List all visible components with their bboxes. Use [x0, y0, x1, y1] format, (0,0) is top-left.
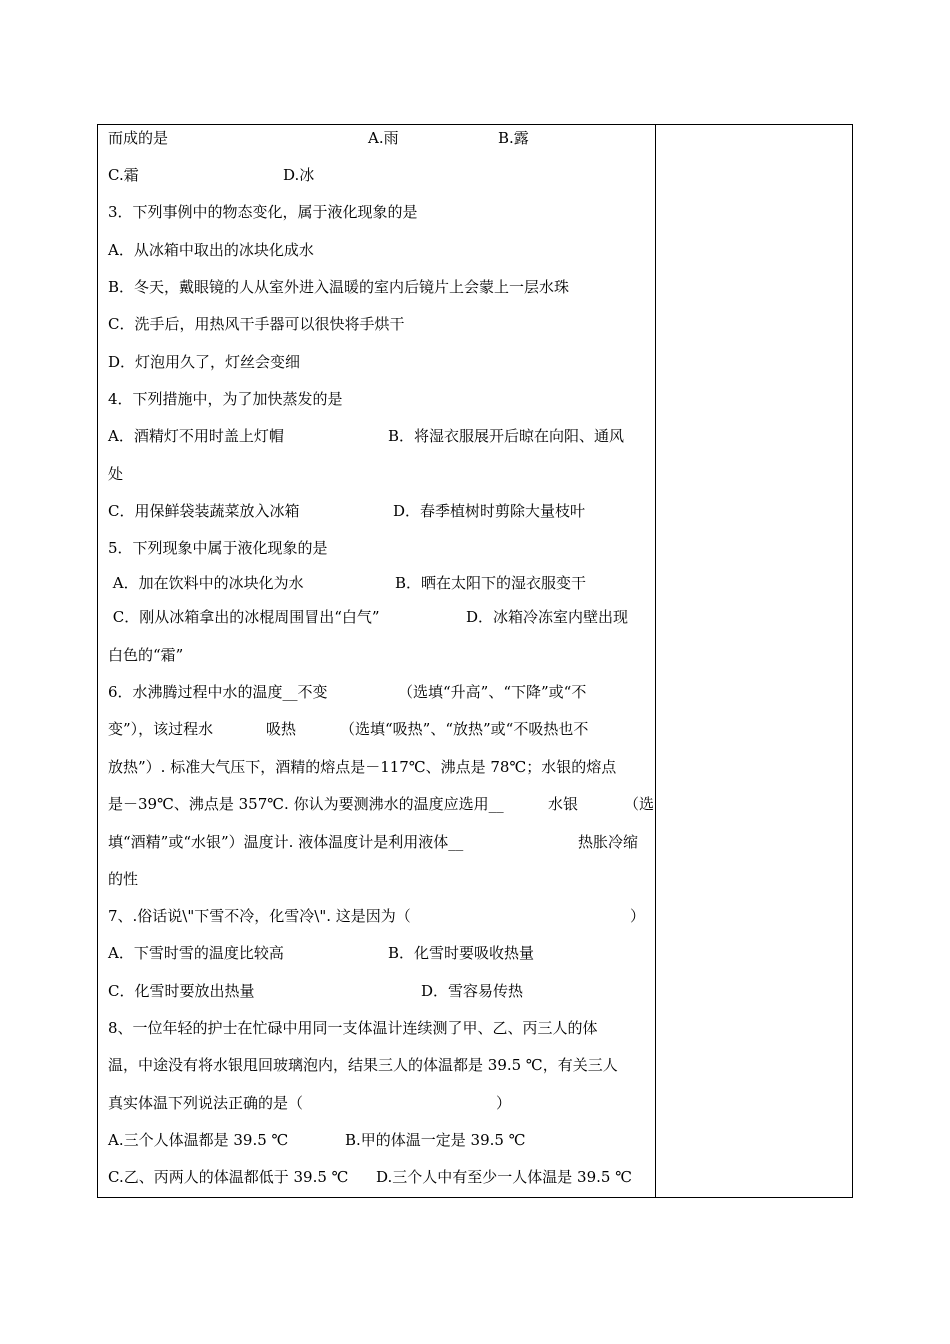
- answer-text: 吸热: [266, 720, 297, 738]
- question-line: A．下雪时雪的温度比较高 B．化雪时要吸收热量: [108, 944, 535, 962]
- question-line: 放热”）. 标准大气压下，酒精的熔点是－117℃、沸点是 78℃；水银的熔点: [108, 758, 617, 776]
- question-line: A．从冰箱中取出的冰块化成水: [108, 241, 314, 259]
- question-line: 6．水沸腾过程中水的温度__不变 （选填“升高”、“下降”或“不: [108, 683, 587, 701]
- question-line: 温，中途没有将水银甩回玻璃泡内，结果三人的体温都是 39.5 ℃，有关三人: [108, 1056, 618, 1074]
- option-b: B．化雪时要吸收热量: [388, 944, 535, 962]
- question-line: 5．下列现象中属于液化现象的是: [108, 539, 328, 557]
- question-line: 白色的“霜”: [108, 646, 184, 664]
- option-d: D．雪容易传热: [421, 982, 524, 1000]
- notes-column: [656, 125, 852, 1197]
- question-line: 8、一位年轻的护士在忙碌中用同一支体温计连续测了甲、乙、丙三人的体: [108, 1019, 598, 1037]
- option-b: B.甲的体温一定是 39.5 ℃: [345, 1131, 526, 1149]
- question-line: A.三个人体温都是 39.5 ℃ B.甲的体温一定是 39.5 ℃: [108, 1131, 526, 1149]
- hint-text: （选填“升高”、“下降”或“不: [398, 683, 587, 701]
- question-line: 4．下列措施中，为了加快蒸发的是: [108, 390, 343, 408]
- option-d: D．春季植树时剪除大量枝叶: [393, 502, 586, 520]
- option-d: D.冰: [283, 166, 315, 184]
- option-d: D.三个人中有至少一人体温是 39.5 ℃: [376, 1168, 632, 1186]
- question-line: 真实体温下列说法正确的是（ ）: [108, 1094, 512, 1112]
- question-column: [98, 125, 656, 1197]
- question-line: 的性: [108, 870, 139, 888]
- question-line: C．用保鲜袋装蔬菜放入冰箱 D．春季植树时剪除大量枝叶: [108, 502, 586, 520]
- question-line: C．洗手后，用热风干手器可以很快将手烘干: [108, 315, 405, 333]
- bracket-close: ）: [630, 907, 646, 925]
- question-line: B．冬天，戴眼镜的人从室外进入温暖的室内后镜片上会蒙上一层水珠: [108, 278, 570, 296]
- question-line: 处: [108, 465, 124, 483]
- bracket-close: ）: [496, 1094, 512, 1112]
- question-line: 是－39℃、沸点是 357℃. 你认为要测沸水的温度应选用__ 水银 （选: [108, 795, 655, 813]
- option-b: B．晒在太阳下的湿衣服变干: [395, 574, 587, 592]
- exercise-table: [97, 124, 853, 1198]
- question-line: A．加在饮料中的冰块化为水 B．晒在太阳下的湿衣服变干: [108, 574, 587, 592]
- question-line: C.乙、丙两人的体温都低于 39.5 ℃ D.三个人中有至少一人体温是 39.5 ℃: [108, 1168, 632, 1186]
- question-line: 3．下列事例中的物态变化，属于液化现象的是: [108, 203, 418, 221]
- option-b: B．将湿衣服展开后晾在向阳、通风: [388, 427, 625, 445]
- hint-text: （选填“吸热”、“放热”或“不吸热也不: [340, 720, 589, 738]
- option-a: A.雨: [368, 129, 399, 147]
- answer-text: 热胀冷缩: [578, 833, 639, 851]
- question-line: 填“酒精”或“水银”）温度计. 液体温度计是利用液体__ 热胀冷缩: [108, 833, 639, 851]
- answer-text: 水银: [548, 795, 579, 813]
- question-line: A．酒精灯不用时盖上灯帽 B．将湿衣服展开后晾在向阳、通风: [108, 427, 625, 445]
- hint-text: （选: [624, 795, 655, 813]
- question-line: 而成的是 A.雨 B.露: [108, 129, 529, 147]
- question-line: C.霜 D.冰: [108, 166, 315, 184]
- question-line: 7、.俗话说\"下雪不冷，化雪冷\". 这是因为（ ）: [108, 907, 646, 925]
- question-line: C．刚从冰箱拿出的冰棍周围冒出“白气” D．冰箱冷冻室内壁出现: [108, 608, 629, 626]
- option-b: B.露: [498, 129, 529, 147]
- question-line: D．灯泡用久了，灯丝会变细: [108, 353, 301, 371]
- option-d: D．冰箱冷冻室内壁出现: [466, 608, 629, 626]
- question-line: C．化雪时要放出热量 D．雪容易传热: [108, 982, 524, 1000]
- question-line: 变”），该过程水 吸热 （选填“吸热”、“放热”或“不吸热也不: [108, 720, 589, 738]
